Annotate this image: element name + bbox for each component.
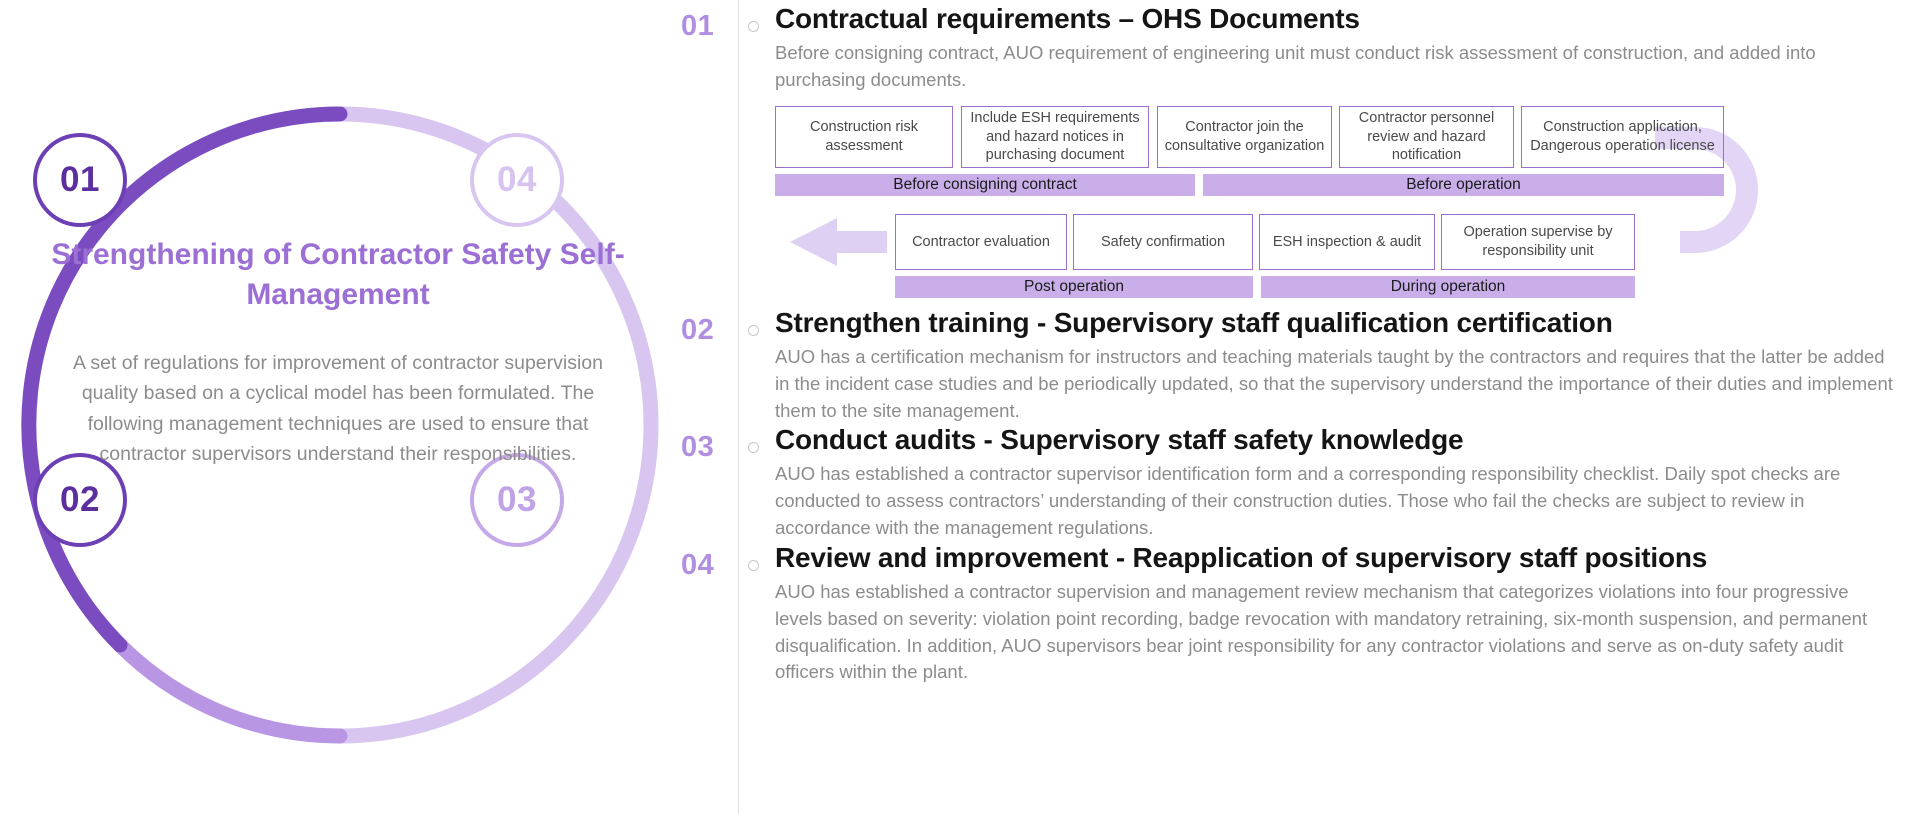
timeline-dot-icon-01 xyxy=(748,21,759,32)
main-title: Strengthening of Contractor Safety Self-Management xyxy=(51,238,625,311)
item-heading-03: Conduct audits - Supervisory staff safety knowledge xyxy=(775,424,1464,455)
cycle-node-04-label: 04 xyxy=(497,160,537,199)
flow-bar-before-operation: Before operation xyxy=(1203,174,1724,196)
flow-box-8: ESH inspection & audit xyxy=(1259,214,1435,270)
main-description: A set of regulations for improvement of contractor supervision quality based on a cyclical model has been formulated. The following management techniques are used to ensure that contractor supervisors understand their responsibilities. xyxy=(72,352,603,465)
item-body-01: Before consigning contract, AUO requirement of engineering unit must conduct risk assessment of construction, and added into purchasing documents. xyxy=(775,42,1816,90)
flow-box-5: Construction application, Dangerous operation license xyxy=(1521,106,1724,168)
flow-bar-post-operation: Post operation xyxy=(895,276,1253,298)
flow-box-4: Contractor personnel review and hazard notification xyxy=(1339,106,1514,168)
item-heading-02: Strengthen training - Supervisory staff qualification certification xyxy=(775,307,1613,338)
cycle-center-content xyxy=(38,235,638,469)
process-flow-diagram xyxy=(775,98,1911,298)
cycle-node-02-label: 02 xyxy=(60,480,100,519)
item-number-01: 01 xyxy=(681,10,715,42)
cycle-node-04[interactable] xyxy=(470,133,564,227)
item-number-04: 04 xyxy=(681,549,715,581)
cycle-node-01[interactable] xyxy=(33,133,127,227)
flow-box-1: Construction risk assessment xyxy=(775,106,953,168)
flow-box-9: Operation supervise by responsibility unit xyxy=(1441,214,1635,270)
cycle-node-03-label: 03 xyxy=(497,480,537,519)
item-heading-04: Review and improvement - Reapplication of supervisory staff positions xyxy=(775,542,1708,573)
flow-bar-before-consigning-contract: Before consigning contract xyxy=(775,174,1195,196)
item-number-03: 03 xyxy=(681,431,715,463)
cycle-node-01-label: 01 xyxy=(60,160,100,199)
item-number-02: 02 xyxy=(681,314,715,346)
right-panel xyxy=(660,0,1911,814)
cycle-diagram xyxy=(10,95,670,755)
item-body-03: AUO has established a contractor supervisor identification form and a corresponding responsibility checklist. Daily spot checks are conducted to assess contractors’ understanding of their construction duties. Those who fail the checks are subject to review in accordance with the management regulations. xyxy=(775,463,1841,538)
timeline-dot-icon-02 xyxy=(748,325,759,336)
flow-bar-during-operation: During operation xyxy=(1261,276,1635,298)
item-heading-01: Contractual requirements – OHS Documents xyxy=(775,3,1360,34)
left-panel xyxy=(0,0,740,814)
flow-box-6: Contractor evaluation xyxy=(895,214,1067,270)
item-body-04: AUO has established a contractor supervision and management review mechanism that categorizes violations into four progressive levels based on severity: violation point recording, badge revocation with mandatory retraining, six-month suspension, and permanent disqualification. In addition, AUO supervisors bear joint responsibility for any contractor violations and serve as on-duty safety audit officers within the plant. xyxy=(775,581,1868,683)
flow-box-7: Safety confirmation xyxy=(1073,214,1253,270)
timeline-dot-icon-04 xyxy=(748,560,759,571)
item-body-02: AUO has a certification mechanism for instructors and teaching materials taught by the contractors and requires that the latter be added in the incident case studies and be periodically updated, so that the supervisory understand the importance of their duties and implement them to the site management. xyxy=(775,346,1893,421)
flow-box-2: Include ESH requirements and hazard notices in purchasing document xyxy=(961,106,1149,168)
flow-box-3: Contractor join the consultative organization xyxy=(1157,106,1332,168)
timeline-dot-icon-03 xyxy=(748,442,759,453)
